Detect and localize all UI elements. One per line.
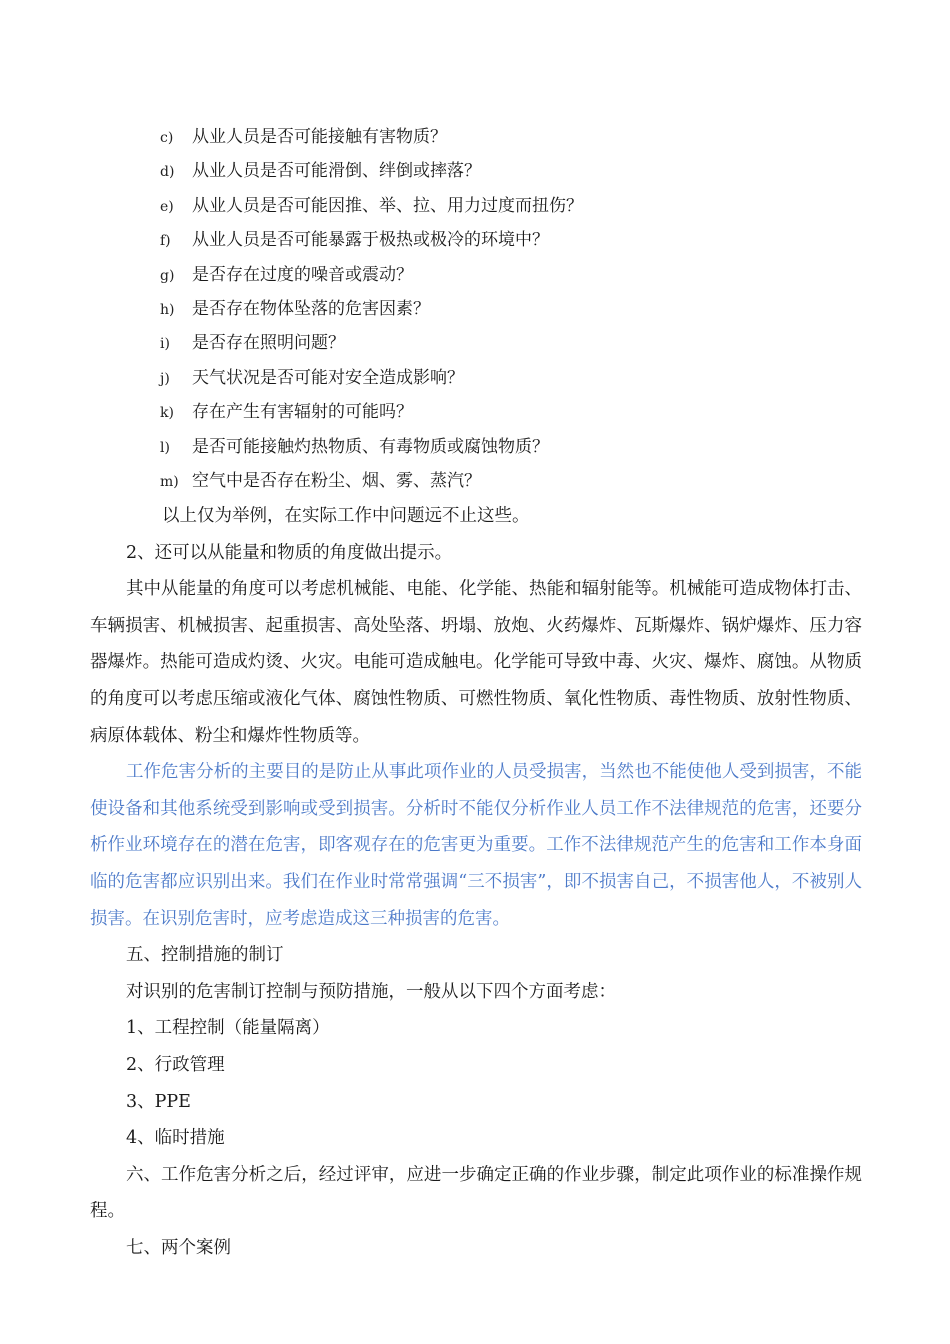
section-6-paragraph: 六、工作危害分析之后，经过评审，应进一步确定正确的作业步骤，制定此项作业的标准操作规程。 [90, 1164, 862, 1222]
list-item-text: 从业人员是否可能暴露于极热或极冷的环境中？ [192, 230, 549, 251]
list-item-text: 从业人员是否可能因推、举、拉、用力过度而扭伤？ [192, 195, 583, 216]
list-item-text: 从业人员是否可能接触有害物质？ [192, 127, 447, 147]
list-item-text: 存在产生有害辐射的可能吗？ [192, 402, 413, 423]
list-marker: e) [160, 198, 174, 215]
control-measure-item: 4、临时措施 [126, 1128, 225, 1149]
hazard-question-list [160, 120, 860, 498]
list-item [160, 361, 860, 395]
list-item [160, 258, 860, 292]
list-item [160, 292, 860, 326]
list-item [160, 464, 860, 498]
purpose-paragraph: 工作危害分析的主要目的是防止从事此项作业的人员受损害，当然也不能使他人受到损害，不能使设备和其他系统受到影响或受到损害。分析时不能仅分析作业人员工作不法律规范的危害，还要分析作业环境存在的潜在危害，即客观存在的危害更为重要。工作不法律规范产生的危害和工作本身面临的危害都应识别出来。我们在作业时常常强调“三不损害”，即不损害自己，不损害他人，不被别人损害。在识别危害时，应考虑造成这三种损害的危害。 [90, 762, 862, 929]
section-7-heading: 七、两个案例 [126, 1237, 231, 1258]
list-marker: f) [160, 233, 171, 250]
list-item [160, 154, 860, 188]
list-marker: m) [160, 473, 179, 490]
control-measure-item: 3、PPE [126, 1091, 191, 1112]
examples-note: 以上仅为举例，在实际工作中问题远不止这些。 [162, 506, 530, 526]
list-marker: c) [160, 130, 174, 146]
list-item-text: 是否存在过度的噪音或震动？ [192, 264, 413, 285]
list-item-text: 天气状况是否可能对安全造成影响？ [192, 367, 464, 388]
list-marker: g) [160, 267, 175, 284]
list-item-text: 空气中是否存在粉尘、烟、雾、蒸汽？ [192, 470, 481, 491]
list-item [160, 223, 860, 257]
list-marker: k) [160, 405, 174, 422]
list-item-text: 是否存在照明问题？ [192, 333, 345, 354]
energy-section-title: 2、还可以从能量和物质的角度做出提示。 [126, 542, 453, 563]
control-measure-item: 1、工程控制（能量隔离） [126, 1018, 330, 1039]
list-item [160, 189, 860, 223]
section-5-intro: 对识别的危害制订控制与预防措施，一般从以下四个方面考虑： [126, 981, 616, 1002]
control-measure-item: 2、行政管理 [126, 1054, 225, 1075]
body-text [90, 498, 862, 1266]
list-item-text: 从业人员是否可能滑倒、绊倒或摔落？ [192, 161, 481, 182]
list-marker: l) [160, 439, 170, 456]
list-marker: j) [160, 370, 170, 387]
section-5-heading: 五、控制措施的制订 [126, 945, 284, 966]
list-item [160, 326, 860, 360]
list-item [160, 395, 860, 429]
list-item [160, 430, 860, 464]
list-marker: d) [160, 164, 175, 181]
energy-paragraph: 其中从能量的角度可以考虑机械能、电能、化学能、热能和辐射能等。机械能可造成物体打击、车辆损害、机械损害、起重损害、高处坠落、坍塌、放炮、火药爆炸、瓦斯爆炸、锅炉爆炸、压力容器爆炸。热能可造成灼烫、火灾。电能可造成触电。化学能可导致中毒、火灾、爆炸、腐蚀。从物质的角度可以考虑压缩或液化气体、腐蚀性物质、可燃性物质、氧化性物质、毒性物质、放射性物质、病原体载体、粉尘和爆炸性物质等。 [90, 579, 862, 746]
list-item-text: 是否可能接触灼热物质、有毒物质或腐蚀物质？ [192, 436, 549, 457]
list-item-text: 是否存在物体坠落的危害因素？ [192, 298, 430, 319]
list-item [160, 120, 860, 154]
list-marker: i) [160, 336, 170, 353]
list-marker: h) [160, 301, 175, 318]
